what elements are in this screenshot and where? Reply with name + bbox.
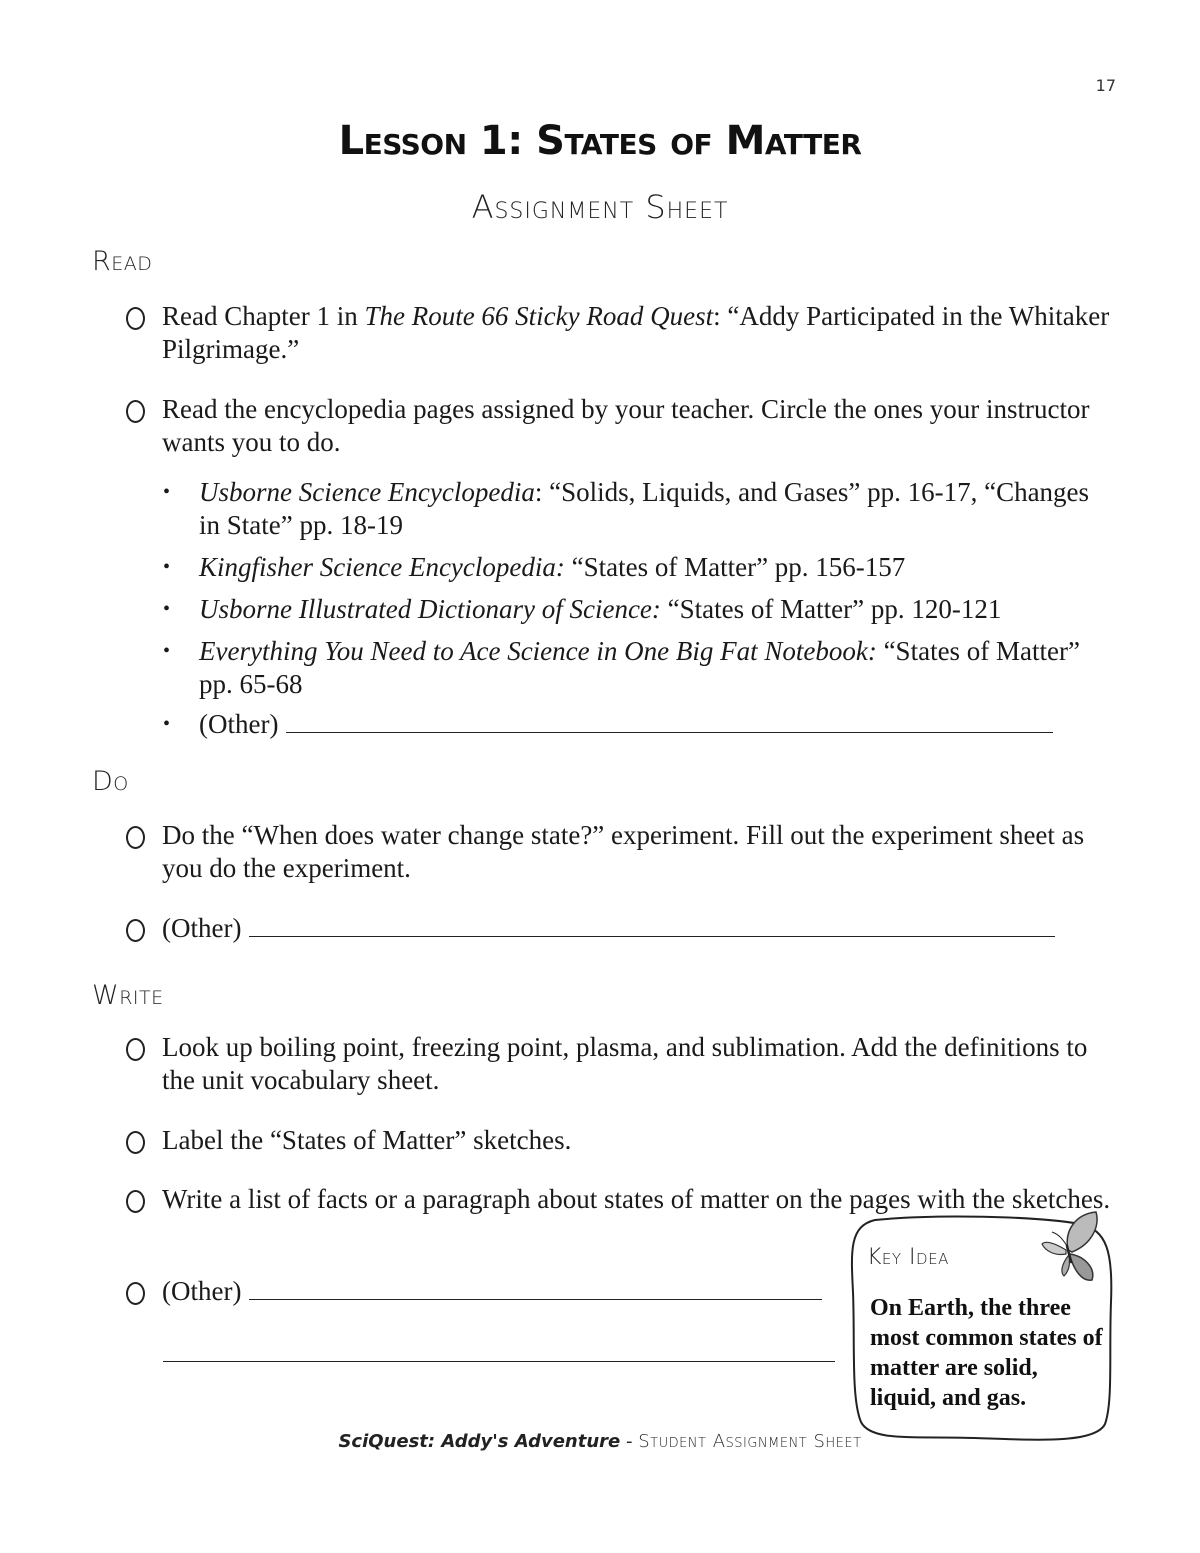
fill-in-line[interactable] [163,1334,835,1362]
footer-book-title: SciQuest: Addy's Adventure [338,1431,621,1452]
bullet-icon: • [163,640,171,662]
bullet-icon: • [163,713,171,735]
checkbox-circle[interactable] [126,400,145,423]
other-label: (Other) [199,709,279,739]
other-label: (Other) [162,1276,242,1306]
encyclopedia-title: Usborne Science Encyclopedia [199,477,535,507]
section-heading-do: Do [92,766,129,797]
butterfly-icon [1038,1210,1104,1284]
checkbox-circle[interactable] [126,826,145,849]
bullet-icon: • [163,556,171,578]
fill-in-line[interactable] [249,912,1055,937]
task-text: Do the “When does water change state?” experiment. Fill out the experiment sheet as you do the experiment. [162,820,1085,883]
task-text: Read the encyclopedia pages assigned by your teacher. Circle the ones your instructor wants you to do. [162,394,1090,457]
task-read-chapter [126,300,1116,366]
page-title: Lesson 1: States of Matter [338,118,862,164]
footer-separator: - [620,1431,639,1452]
task-text: Look up boiling point, freezing point, plasma, and sublimation. Add the definitions to the unit vocabulary sheet. [162,1032,1088,1095]
checkbox-circle[interactable] [126,1190,145,1213]
checkbox-circle[interactable] [126,307,145,330]
section-heading-read: Read [92,246,153,277]
page-subtitle: Assignment Sheet [471,188,729,226]
bullet-icon: • [163,598,171,620]
page-number: 17 [1095,76,1116,95]
encyclopedia-pages: “States of Matter” pp. 120-121 [660,594,1002,624]
footer-label: Student Assignment Sheet [638,1431,862,1452]
list-item [163,708,1093,741]
task-write-vocab [126,1031,1116,1097]
task-write-other [126,1275,846,1308]
list-item [163,593,1093,626]
book-title: The Route 66 Sticky Road Quest [364,301,714,331]
encyclopedia-title: Usborne Illustrated Dictionary of Science: [199,594,661,624]
checkbox-circle[interactable] [126,1282,145,1305]
other-label: (Other) [162,913,242,943]
encyclopedia-pages: : “Solids, Liquids, and Gases” pp. 16-17, “Changes in State” pp. 18-19 [199,477,1090,540]
encyclopedia-pages: “States of Matter” pp. 156-157 [564,552,906,582]
section-heading-write: Write [92,980,164,1011]
task-text: Read Chapter 1 in The Route 66 Sticky Road Quest: “Addy Participated in the Whitaker Pilgrimage.” [162,301,1110,364]
task-text: Write a list of facts or a paragraph about states of matter on the pages with the sketches. [162,1184,1111,1214]
encyclopedia-pages: “States of Matter” pp. 65-68 [199,636,1081,699]
checkbox-circle[interactable] [126,1131,145,1154]
encyclopedia-title: Everything You Need to Ace Science in One Big Fat Notebook: [199,636,877,666]
fill-in-line[interactable] [286,708,1053,733]
list-item [163,635,1093,701]
bullet-icon: • [163,481,171,503]
page-footer [0,1431,1200,1452]
checkbox-circle[interactable] [126,1038,145,1061]
key-idea-text: On Earth, the three most common states of matter are solid, liquid, and gas. [870,1295,1103,1411]
task-read-encyclopedia [126,393,1116,459]
task-do-other [126,912,1116,945]
checkbox-circle[interactable] [126,919,145,942]
task-do-experiment [126,819,1116,885]
task-text: Label the “States of Matter” sketches. [162,1125,572,1155]
task-write-label [126,1124,1116,1157]
encyclopedia-title: Kingfisher Science Encyclopedia: [199,552,565,582]
fill-in-line[interactable] [249,1275,822,1300]
list-item [163,551,1093,584]
key-idea-title: Key Idea [867,1245,949,1270]
list-item [163,476,1093,542]
